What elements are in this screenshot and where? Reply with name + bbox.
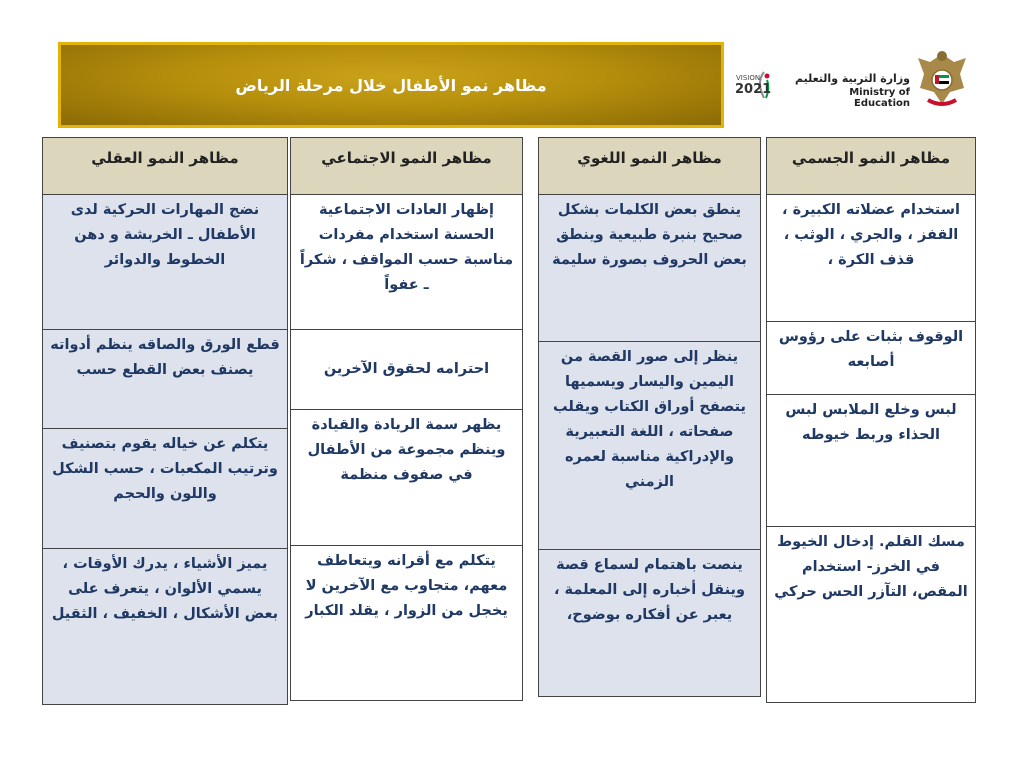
table-cell: يظهر سمة الريادة والقيادة وينظم مجموعة من الأطفال في صفوف منظمة [290, 410, 523, 546]
table-cell: قطع الورق والصاقه ينظم أدواته يصنف بعض القطع حسب [42, 330, 288, 429]
vision-year: 2021 [735, 82, 772, 97]
table-cell: يميز الأشياء ، يدرك الأوقات ، يسمي الألوان ، يتعرف على بعض الأشكال ، الخفيف ، الثقيل [42, 549, 288, 705]
table-cell: احترامه لحقوق الآخرين [290, 330, 523, 410]
vision-label: VISION [736, 74, 761, 82]
table-cell: ينصت باهتمام لسماع قصة وينقل أخباره إلى المعلمة ، يعبر عن أفكاره بوضوح، [538, 550, 761, 697]
column-mental-growth [42, 137, 288, 705]
table-cell: إظهار العادات الاجتماعية الحسنة استخدام مفردات مناسبة حسب المواقف ، شكراً ـ عفواً [290, 195, 523, 330]
table-cell: ينظر إلى صور القصة من اليمين واليسار ويسميها يتصفح أوراق الكتاب ويقلب صفحاته ، اللغة التعبيرية والإدراكية مناسبة لعمره الزمني [538, 342, 761, 550]
column-social-growth [290, 137, 523, 701]
page-title: مظاهر نمو الأطفال خلال مرحلة الرياض [235, 75, 547, 95]
column-header: مظاهر النمو اللغوي [538, 137, 761, 195]
table-cell: مسك القلم. إدخال الخيوط في الخرز- استخدام المقص، التآزر الحس حركي [766, 527, 976, 703]
column-language-growth [538, 137, 761, 697]
table-cell: يتكلم مع أقرانه ويتعاطف معهم، متجاوب مع الآخرين لا يخجل من الزوار ، يقلد الكبار [290, 546, 523, 701]
table-cell: ينطق بعض الكلمات بشكل صحيح بنبرة طبيعية وينطق بعض الحروف بصورة سليمة [538, 195, 761, 342]
ministry-name-arabic: وزارة التربية والتعليم [795, 72, 910, 85]
table-cell: لبس وخلع الملابس لبس الحذاء وربط خيوطه [766, 395, 976, 527]
vision-2021-logo [734, 68, 776, 106]
table-cell: نضج المهارات الحركية لدى الأطفال ـ الخربشة و دهن الخطوط والدوائر [42, 195, 288, 330]
table-cell: يتكلم عن خياله يقوم بتصنيف وترتيب المكعبات ، حسب الشكل واللون والحجم [42, 429, 288, 549]
column-header: مظاهر النمو الاجتماعي [290, 137, 523, 195]
table-cell: استخدام عضلاته الكبيرة ، القفز ، والجري ، الوثب ، قذف الكرة ، [766, 195, 976, 322]
title-banner [58, 42, 724, 128]
column-physical-growth [766, 137, 976, 703]
column-header: مظاهر النمو العقلي [42, 137, 288, 195]
column-header: مظاهر النمو الجسمي [766, 137, 976, 195]
ministry-name-english: Ministry of Education [849, 87, 910, 109]
table-cell: الوقوف بثبات على رؤوس أصابعه [766, 322, 976, 395]
uae-emblem-icon [914, 48, 970, 110]
ministry-name [790, 72, 910, 109]
